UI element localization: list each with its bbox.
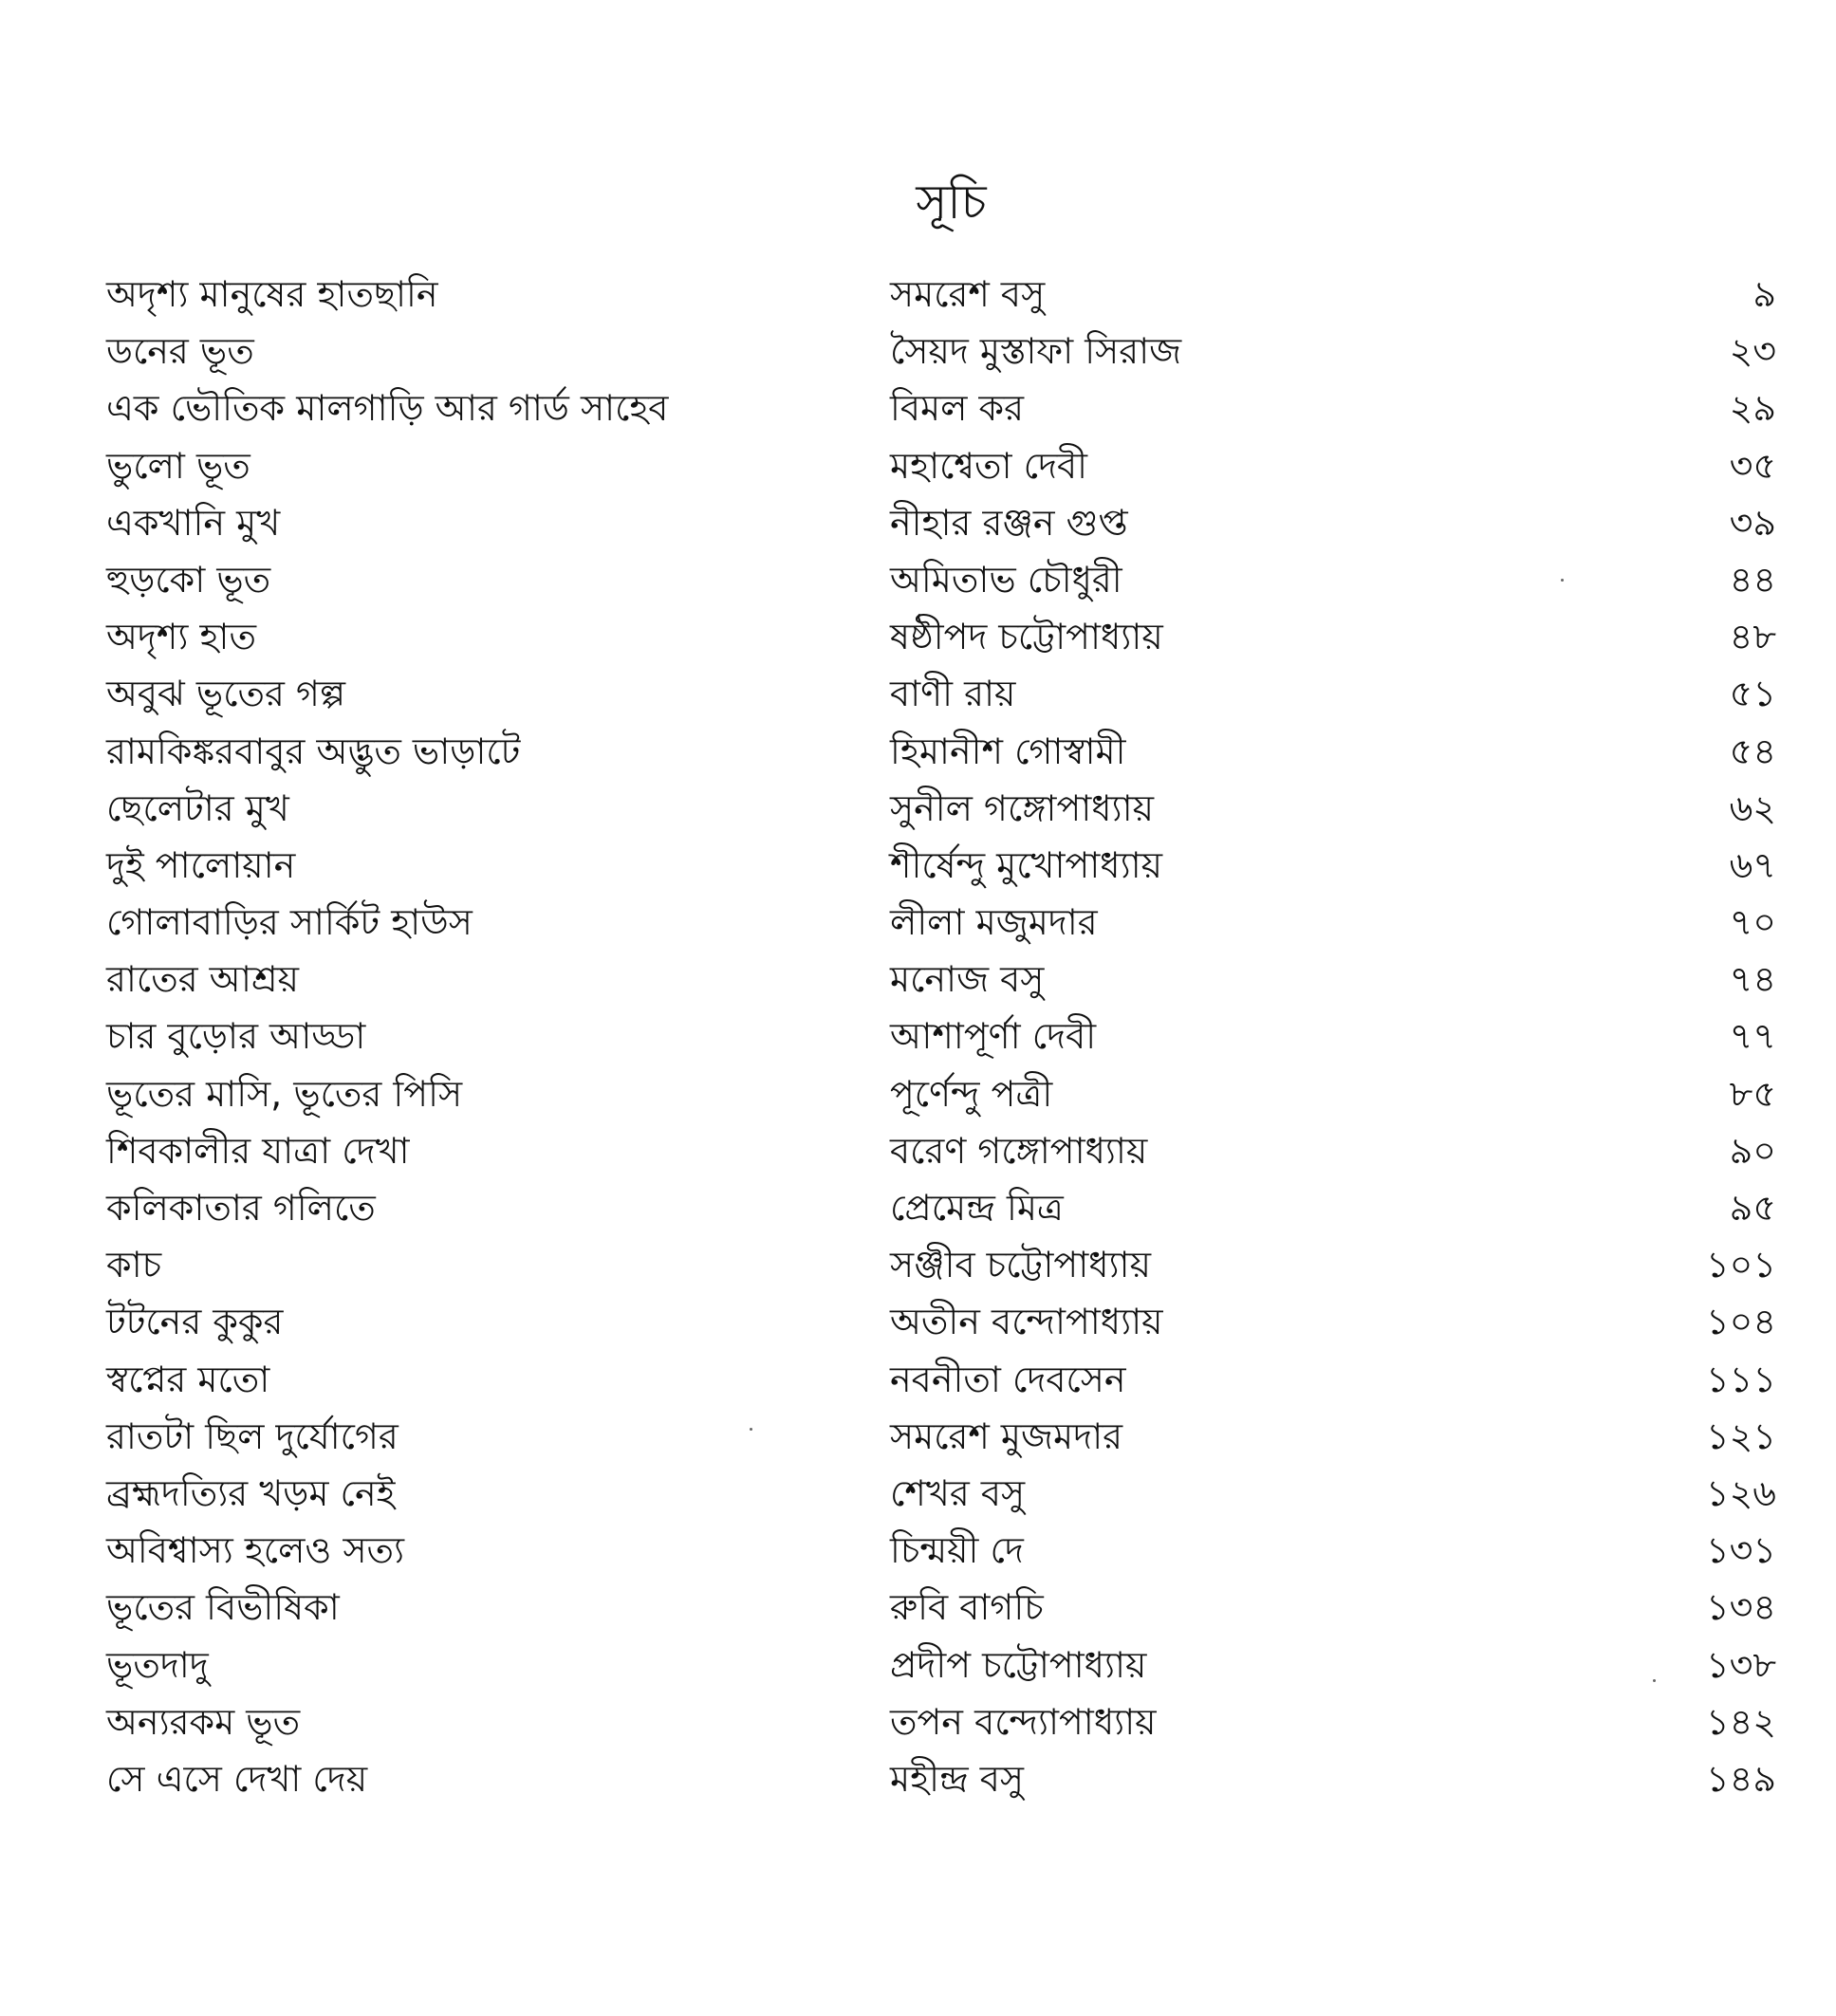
author-name: রুবি বাগচি — [890, 1586, 1044, 1629]
page-number: ১৪২ — [1705, 1700, 1776, 1743]
author-name: ষষ্ঠীপদ চট্টোপাধ্যায় — [890, 616, 1163, 658]
author-name: আশাপূর্ণা দেবী — [890, 1015, 1097, 1058]
story-title: একখানি মুখ — [106, 501, 281, 544]
author-name: সুনীল গঙ্গোপাধ্যায় — [890, 786, 1154, 829]
toc-row — [106, 951, 1776, 1008]
toc-row — [106, 1693, 1776, 1750]
story-title: ভূতের মাসি, ভূতের পিসি — [106, 1072, 463, 1115]
author-name: লীলা মজুমদার — [890, 901, 1098, 944]
page-number: ১০১ — [1705, 1244, 1776, 1286]
story-title: হুড়কো ভূত — [106, 558, 271, 601]
story-title: ছেলেটার মুখ — [106, 786, 289, 829]
story-title: চার বুড়োর আড্ডা — [106, 1015, 366, 1058]
page-number: ১২৬ — [1705, 1471, 1776, 1514]
page-number: ৫৪ — [1729, 730, 1776, 772]
story-title: অদৃশ্য মানুষের হাতছানি — [106, 273, 438, 315]
table-of-contents — [106, 266, 1776, 1807]
story-title: ভূতদাদু — [106, 1643, 209, 1686]
toc-row — [106, 1465, 1776, 1522]
story-title: কলিকাতার গলিতে — [106, 1187, 376, 1229]
toc-row — [106, 1579, 1776, 1636]
page-number: ৯ — [1753, 273, 1776, 315]
author-name: নবনীতা দেবসেন — [890, 1358, 1126, 1400]
author-name: বিমল কর — [890, 387, 1025, 430]
toc-row — [106, 494, 1776, 551]
toc-row — [106, 1008, 1776, 1064]
author-name: অমিতাভ চৌধুরী — [890, 558, 1122, 601]
page-number: ৭৭ — [1729, 1015, 1776, 1058]
toc-row — [106, 1293, 1776, 1350]
author-name: মহাশ্বেতা দেবী — [890, 444, 1088, 487]
story-title: এক ভৌতিক মালগাড়ি আর গার্ড সাহেব — [106, 387, 669, 430]
story-title: ভূতের বিভীষিকা — [106, 1586, 340, 1629]
page-number: ১৩৮ — [1705, 1643, 1776, 1686]
page-number: ৪৮ — [1729, 616, 1776, 658]
author-name: হিমানীশ গোস্বামী — [890, 730, 1126, 772]
toc-row — [106, 1750, 1776, 1807]
story-title: রাতটা ছিল দুর্যোগের — [106, 1415, 399, 1457]
page-number: ২৩ — [1729, 330, 1776, 373]
toc-row — [106, 1408, 1776, 1465]
page-number: ৮৫ — [1729, 1072, 1776, 1115]
toc-row — [106, 1179, 1776, 1236]
toc-row — [106, 1122, 1776, 1179]
story-title: রাতের আশ্রয় — [106, 958, 300, 1001]
page-number: ৫১ — [1729, 673, 1776, 715]
story-title: সে এসে দেখা দেয় — [106, 1757, 368, 1800]
print-speck — [1653, 1679, 1656, 1682]
page-number: ৬৭ — [1729, 843, 1776, 886]
author-name: শেখর বসু — [890, 1471, 1026, 1514]
toc-row — [106, 437, 1776, 494]
toc-row — [106, 1236, 1776, 1293]
toc-row — [106, 323, 1776, 379]
author-name: বাণী রায় — [890, 673, 1016, 715]
page-number: ৬২ — [1729, 786, 1776, 829]
page-title: সূচি — [916, 175, 987, 230]
author-name: প্রদীপ চট্টোপাধ্যায় — [890, 1643, 1147, 1686]
author-name: প্রেমেন্দ্র মিত্র — [890, 1187, 1064, 1229]
toc-row — [106, 1351, 1776, 1408]
author-name: তপন বন্দ্যোপাধ্যায় — [890, 1700, 1157, 1743]
story-title: ভুলো ভূত — [106, 444, 250, 487]
toc-row — [106, 894, 1776, 951]
author-name: সমরেশ মুজমদার — [890, 1415, 1123, 1457]
toc-row — [106, 1522, 1776, 1579]
toc-row — [106, 837, 1776, 894]
toc-row — [106, 551, 1776, 608]
page-number: ১২১ — [1705, 1415, 1776, 1457]
author-name: চিন্ময়ী দে — [890, 1529, 1024, 1572]
story-title: কাচ — [106, 1244, 162, 1286]
story-title: স্বপ্নের মতো — [106, 1358, 270, 1400]
print-speck — [1561, 579, 1564, 582]
story-title: অবুঝ ভূতের গল্প — [106, 673, 346, 715]
toc-row — [106, 665, 1776, 722]
author-name: শীর্ষেন্দু মুখোপাধ্যায় — [890, 843, 1163, 886]
author-name: নীহার রঞ্জন গুপ্ত — [890, 501, 1128, 544]
toc-row — [106, 1065, 1776, 1122]
page-number: ২৯ — [1729, 387, 1776, 430]
page-number: ১০৪ — [1705, 1301, 1776, 1343]
story-title: টটনের কুকুর — [106, 1301, 284, 1343]
story-title: গোলাবাড়ির সার্কিট হাউস — [106, 901, 473, 944]
author-name: মনোজ বসু — [890, 958, 1045, 1001]
story-title: দুই পালোয়ান — [106, 843, 296, 886]
toc-row — [106, 266, 1776, 323]
story-title: অন্যরকম ভূত — [106, 1700, 301, 1743]
page-number: ৯৫ — [1729, 1187, 1776, 1229]
page-number: ১৩১ — [1705, 1529, 1776, 1572]
page-number: ৭০ — [1729, 901, 1776, 944]
page-number: ১৪৯ — [1706, 1757, 1776, 1800]
story-title: ব্রহ্মদত্যির খড়ম নেই — [106, 1471, 396, 1514]
print-speck — [750, 1428, 752, 1431]
author-name: সৈয়দ মুস্তাফা সিরাজ — [890, 330, 1182, 373]
toc-row — [106, 780, 1776, 837]
author-name: অতীন বন্দোপাধ্যায় — [890, 1301, 1163, 1343]
page-number: ৭৪ — [1729, 958, 1776, 1001]
story-title: অদৃশ্য হাত — [106, 616, 256, 658]
toc-row — [106, 1637, 1776, 1693]
author-name: বরেণ গঙ্গোপাধ্যায় — [890, 1129, 1148, 1172]
author-name: পূর্ণেন্দু পত্রী — [890, 1072, 1053, 1115]
author-name: মহীন্দ্র বসু — [890, 1757, 1025, 1800]
page-number: ১১১ — [1706, 1358, 1776, 1400]
story-title: ডনের ভূত — [106, 330, 254, 373]
toc-row — [106, 608, 1776, 665]
author-name: সঞ্জীব চট্টোপাধ্যায় — [890, 1244, 1151, 1286]
story-title: শিবকালীর যাত্রা দেখা — [106, 1129, 410, 1172]
page-number: ৩৫ — [1729, 444, 1776, 487]
page-number: ৪৪ — [1729, 558, 1776, 601]
page-number: ৩৯ — [1729, 501, 1776, 544]
story-title: রামকিঙ্করবাবুর অদ্ভুত ভাড়াটে — [106, 730, 521, 772]
page-number: ৯০ — [1729, 1129, 1776, 1172]
author-name: সমরেশ বসু — [890, 273, 1046, 315]
page-number: ১৩৪ — [1705, 1586, 1776, 1629]
story-title: অবিশ্বাস্য হলেও সত্য — [106, 1529, 405, 1572]
toc-row — [106, 723, 1776, 780]
toc-row — [106, 379, 1776, 436]
